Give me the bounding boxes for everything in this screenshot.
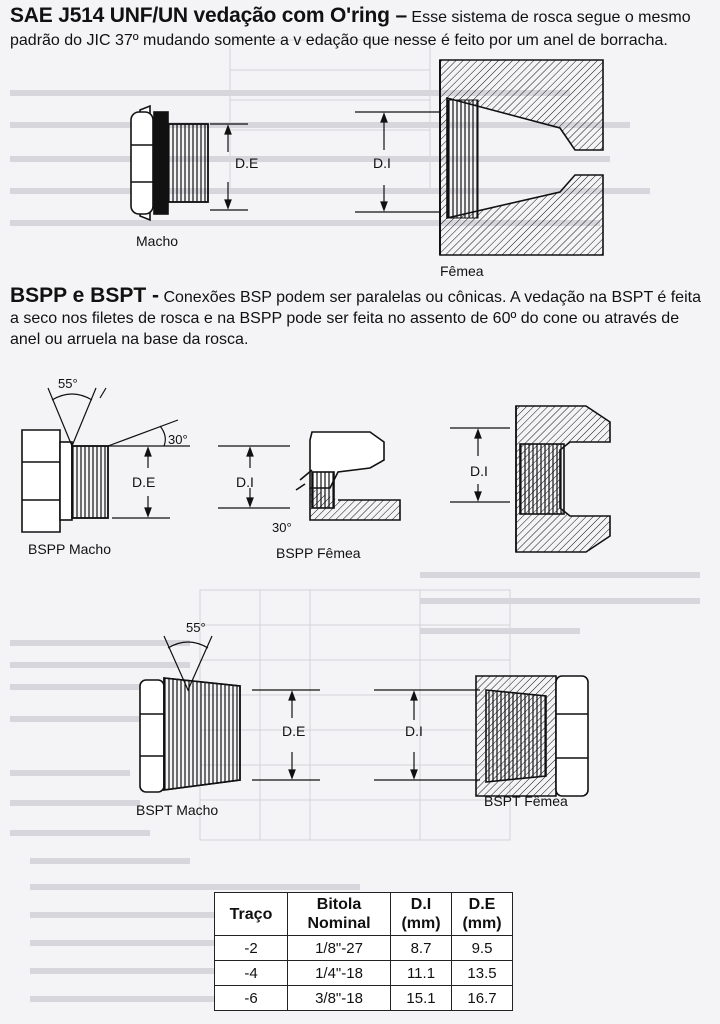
cell-trace: -4 (215, 961, 288, 986)
bsp-paragraph (10, 285, 710, 350)
cell-trace: -2 (215, 936, 288, 961)
sae-female-fitting (440, 60, 603, 255)
bspp-female-dimension-di (218, 446, 290, 508)
bspt-male-label: BSPT Macho (136, 802, 219, 818)
cell-de: 13.5 (452, 961, 513, 986)
sae-di-label: D.I (373, 155, 391, 171)
sae-de-label: D.E (235, 155, 259, 171)
dimensions-table (214, 892, 513, 1011)
table-row (215, 961, 513, 986)
bsp-diagram (0, 360, 720, 830)
sae-j514-diagram (0, 0, 720, 285)
header-de: D.E (mm) (452, 893, 513, 936)
header-gauge: Bitola Nominal (288, 893, 391, 936)
sae-female-dimension-di (355, 112, 440, 212)
cell-gauge: 1/8"-27 (288, 936, 391, 961)
bspp-male-fitting (22, 430, 108, 532)
sae-j514-heading: SAE J514 UNF/UN vedação com O'ring – (10, 4, 407, 27)
sae-male-fitting (131, 106, 208, 220)
cell-gauge: 3/8"-18 (288, 986, 391, 1011)
bspt-55-label: 55° (186, 620, 206, 635)
bspp-male-label: BSPP Macho (28, 541, 112, 557)
bspp-female-label: BSPP Fêmea (276, 545, 361, 561)
cell-di: 11.1 (391, 961, 452, 986)
header-di: D.I (mm) (391, 893, 452, 936)
bspp-30-label: 30° (168, 432, 188, 447)
bspt-female-fitting (476, 676, 588, 796)
table-row (215, 936, 513, 961)
bspp-female-section (516, 406, 610, 552)
table-header-row (215, 893, 513, 936)
cell-di: 8.7 (391, 936, 452, 961)
cell-de: 9.5 (452, 936, 513, 961)
header-trace: Traço (215, 893, 288, 936)
bspp-55-label: 55° (58, 376, 78, 391)
bspp-female-30-label: 30° (272, 520, 292, 535)
bspt-de-label: D.E (282, 723, 306, 739)
bspp-female-fitting (296, 432, 400, 520)
sae-j514-text: Esse sistema de rosca segue o mesmo padrão do JIC 37º mudando somente a v edação que nesse é feito por um anel de borracha. (10, 9, 691, 49)
bspt-female-label: BSPT Fêmea (484, 793, 568, 809)
bspt-male-fitting (140, 678, 240, 792)
cell-trace: -6 (215, 986, 288, 1011)
sae-male-label: Macho (136, 233, 179, 249)
bspt-dimension-di (374, 690, 480, 780)
bspp-section-di-label: D.I (470, 463, 488, 479)
bspt-di-label: D.I (405, 723, 423, 739)
bsp-text: Conexões BSP podem ser paralelas ou cônicas. A vedação na BSPT é feita a seco nos filetes de rosca e na BSPP pode ser feita no assento de 60º do cone ou através de anel ou arruela na base da rosca. (10, 289, 701, 348)
cell-gauge: 1/4"-18 (288, 961, 391, 986)
bspp-di-label: D.I (236, 474, 254, 490)
cell-de: 16.7 (452, 986, 513, 1011)
bspp-de-label: D.E (132, 474, 156, 490)
sae-female-label: Fêmea (440, 263, 484, 279)
bsp-heading: BSPP e BSPT - (10, 284, 159, 307)
table-row (215, 986, 513, 1011)
cell-di: 15.1 (391, 986, 452, 1011)
